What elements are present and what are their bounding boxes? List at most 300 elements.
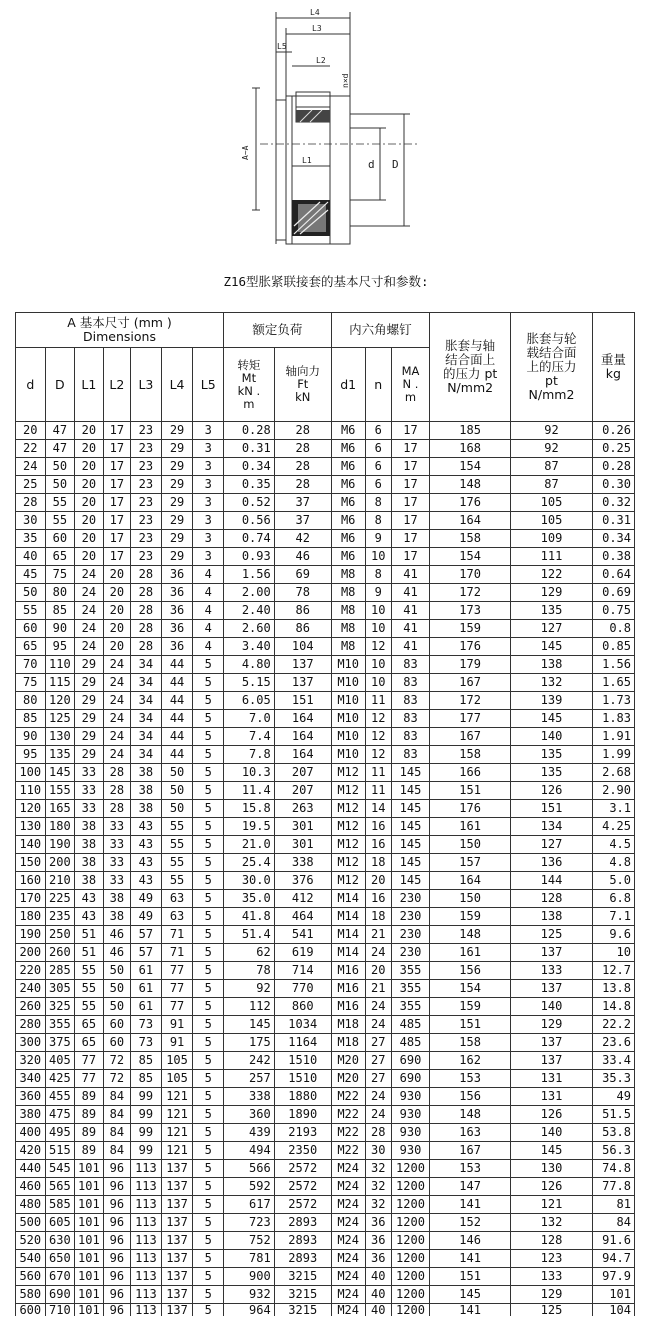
table-cell: 129 <box>511 584 592 602</box>
table-cell: 137 <box>511 1052 592 1070</box>
table-cell: 5 <box>193 1088 224 1106</box>
table-row <box>16 566 635 584</box>
table-cell: 20 <box>75 458 104 476</box>
table-cell: 494 <box>224 1142 275 1160</box>
table-row <box>16 854 635 872</box>
table-cell: 5 <box>193 728 224 746</box>
table-cell: M12 <box>331 872 365 890</box>
table-cell: 172 <box>429 584 510 602</box>
table-cell: 5 <box>193 926 224 944</box>
header-col-l3: L3 <box>131 348 162 422</box>
table-cell: 580 <box>16 1286 46 1304</box>
header-col-d1: d1 <box>331 348 365 422</box>
table-cell: 25 <box>16 476 46 494</box>
header-ma-line: MA <box>401 364 420 378</box>
table-cell: 113 <box>131 1178 162 1196</box>
table-cell: 32 <box>365 1160 391 1178</box>
table-row <box>16 998 635 1016</box>
table-cell: 101 <box>75 1304 104 1317</box>
table-cell: 0.32 <box>592 494 634 512</box>
table-cell: 78 <box>224 962 275 980</box>
parameters-table <box>15 312 635 1316</box>
table-cell: 585 <box>45 1196 75 1214</box>
header-col-l1: L1 <box>75 348 104 422</box>
table-cell: 44 <box>161 746 193 764</box>
table-row <box>16 908 635 926</box>
table-row <box>16 674 635 692</box>
table-cell: 9 <box>365 584 391 602</box>
table-cell: 104 <box>274 638 331 656</box>
table-cell: 29 <box>161 512 193 530</box>
table-cell: 164 <box>274 746 331 764</box>
table-cell: 37 <box>274 512 331 530</box>
table-cell: 92 <box>511 440 592 458</box>
table-cell: 11 <box>365 782 391 800</box>
table-cell: 1.91 <box>592 728 634 746</box>
table-cell: 2.40 <box>224 602 275 620</box>
table-row <box>16 1070 635 1088</box>
table-cell: 565 <box>45 1178 75 1196</box>
table-cell: 20 <box>365 962 391 980</box>
table-cell: 1200 <box>391 1214 429 1232</box>
table-cell: 63 <box>161 908 193 926</box>
header-hub-pressure <box>511 313 592 422</box>
table-cell: 280 <box>16 1016 46 1034</box>
table-cell: 55 <box>161 854 193 872</box>
table-cell: 380 <box>16 1106 46 1124</box>
table-cell: 137 <box>511 980 592 998</box>
table-cell: 301 <box>274 818 331 836</box>
table-cell: 121 <box>161 1106 193 1124</box>
table-cell: 150 <box>429 836 510 854</box>
header-col-axial-force <box>274 348 331 422</box>
table-cell: 619 <box>274 944 331 962</box>
table-cell: 153 <box>429 1070 510 1088</box>
table-cell: 24 <box>103 674 130 692</box>
table-cell: 723 <box>224 1214 275 1232</box>
table-cell: 5 <box>193 1070 224 1088</box>
table-cell: 49 <box>131 908 162 926</box>
table-cell: 5 <box>193 1268 224 1286</box>
table-cell: 260 <box>16 998 46 1016</box>
table-cell: 17 <box>103 422 130 440</box>
table-cell: 101 <box>75 1250 104 1268</box>
table-cell: 139 <box>511 692 592 710</box>
table-cell: 5 <box>193 944 224 962</box>
table-cell: 21.0 <box>224 836 275 854</box>
table-cell: 338 <box>274 854 331 872</box>
table-row <box>16 440 635 458</box>
table-cell: 41 <box>391 638 429 656</box>
table-cell: 145 <box>391 800 429 818</box>
table-cell: 28 <box>16 494 46 512</box>
table-cell: 151 <box>429 1016 510 1034</box>
table-cell: 145 <box>429 1286 510 1304</box>
table-cell: 145 <box>511 638 592 656</box>
table-cell: 159 <box>429 998 510 1016</box>
table-cell: 17 <box>391 458 429 476</box>
table-cell: 91.6 <box>592 1232 634 1250</box>
table-cell: 101 <box>75 1196 104 1214</box>
table-row <box>16 602 635 620</box>
table-cell: 28 <box>131 602 162 620</box>
header-shaft-pressure-line: N/mm2 <box>447 380 494 395</box>
table-cell: 120 <box>16 800 46 818</box>
table-cell: 0.64 <box>592 566 634 584</box>
header-shaft-pressure-line: 结合面上 <box>445 352 496 367</box>
table-cell: 36 <box>161 638 193 656</box>
table-cell: M16 <box>331 998 365 1016</box>
header-weight-line: kg <box>605 366 621 381</box>
table-cell: 41 <box>391 620 429 638</box>
table-row <box>16 764 635 782</box>
table-cell: 89 <box>75 1124 104 1142</box>
table-row <box>16 1088 635 1106</box>
table-cell: 50 <box>161 764 193 782</box>
table-cell: 180 <box>16 908 46 926</box>
table-cell: 148 <box>429 476 510 494</box>
table-cell: 137 <box>161 1232 193 1250</box>
header-torque-line: 转矩 <box>237 357 261 372</box>
table-row <box>16 1196 635 1214</box>
table-row <box>16 746 635 764</box>
table-cell: 400 <box>16 1124 46 1142</box>
table-cell: 2.00 <box>224 584 275 602</box>
table-cell: 99 <box>131 1088 162 1106</box>
table-cell: 23 <box>131 494 162 512</box>
table-cell: 137 <box>274 674 331 692</box>
table-cell: 28 <box>131 584 162 602</box>
table-cell: 65 <box>16 638 46 656</box>
table-cell: M24 <box>331 1304 365 1317</box>
table-cell: 690 <box>391 1070 429 1088</box>
table-cell: 355 <box>391 998 429 1016</box>
table-cell: 5 <box>193 908 224 926</box>
table-cell: 20 <box>75 548 104 566</box>
table-cell: 43 <box>131 836 162 854</box>
table-cell: 1880 <box>274 1088 331 1106</box>
table-cell: 141 <box>429 1250 510 1268</box>
table-cell: 930 <box>391 1088 429 1106</box>
table-cell: 113 <box>131 1214 162 1232</box>
table-cell: 4 <box>193 602 224 620</box>
header-torque-line: m <box>243 396 255 411</box>
table-cell: 20 <box>75 422 104 440</box>
table-cell: 5 <box>193 674 224 692</box>
table-cell: 80 <box>45 584 75 602</box>
table-cell: 6.05 <box>224 692 275 710</box>
table-cell: 36 <box>365 1232 391 1250</box>
table-cell: 28 <box>365 1124 391 1142</box>
table-cell: 33 <box>75 764 104 782</box>
table-cell: 173 <box>429 602 510 620</box>
table-cell: 27 <box>365 1070 391 1088</box>
table-cell: 101 <box>75 1160 104 1178</box>
table-cell: 55 <box>161 836 193 854</box>
table-cell: 23 <box>131 458 162 476</box>
table-cell: 1.83 <box>592 710 634 728</box>
table-row <box>16 1268 635 1286</box>
table-cell: 2572 <box>274 1178 331 1196</box>
table-cell: M12 <box>331 782 365 800</box>
table-cell: 131 <box>511 1088 592 1106</box>
table-body <box>16 422 635 1317</box>
table-cell: 7.4 <box>224 728 275 746</box>
table-cell: 20 <box>365 872 391 890</box>
table-cell: 43 <box>75 890 104 908</box>
table-cell: M6 <box>331 458 365 476</box>
table-cell: M24 <box>331 1286 365 1304</box>
table-cell: 11 <box>365 764 391 782</box>
table-cell: 23 <box>131 440 162 458</box>
table-cell: 4 <box>193 620 224 638</box>
table-cell: 137 <box>511 1034 592 1052</box>
table-cell: M22 <box>331 1142 365 1160</box>
table-cell: 41 <box>391 566 429 584</box>
table-cell: 96 <box>103 1268 130 1286</box>
table-cell: 17 <box>103 548 130 566</box>
table-cell: 0.74 <box>224 530 275 548</box>
table-cell: 5 <box>193 764 224 782</box>
table-cell: 77 <box>75 1070 104 1088</box>
table-cell: 29 <box>161 440 193 458</box>
table-cell: 23 <box>131 422 162 440</box>
table-cell: 29 <box>161 458 193 476</box>
table-cell: 0.26 <box>592 422 634 440</box>
table-cell: 28 <box>274 422 331 440</box>
table-cell: 110 <box>16 782 46 800</box>
table-cell: 263 <box>274 800 331 818</box>
table-cell: 1.56 <box>592 656 634 674</box>
table-cell: 55 <box>75 962 104 980</box>
table-cell: 49 <box>592 1088 634 1106</box>
table-cell: 5 <box>193 872 224 890</box>
table-cell: 440 <box>16 1160 46 1178</box>
table-cell: 28 <box>103 764 130 782</box>
table-cell: 158 <box>429 530 510 548</box>
table-cell: 24 <box>103 710 130 728</box>
label-section-a: A~A <box>241 145 250 160</box>
table-cell: 105 <box>161 1052 193 1070</box>
table-row <box>16 980 635 998</box>
table-cell: 20 <box>103 566 130 584</box>
table-cell: 122 <box>511 566 592 584</box>
header-hub-pressure-line: 载结合面 <box>526 345 577 360</box>
table-cell: 4 <box>193 566 224 584</box>
table-cell: 0.34 <box>224 458 275 476</box>
table-cell: 101 <box>75 1232 104 1250</box>
table-cell: 84 <box>103 1088 130 1106</box>
table-cell: 91 <box>161 1034 193 1052</box>
table-cell: 36 <box>161 620 193 638</box>
table-cell: 1200 <box>391 1268 429 1286</box>
table-cell: 28 <box>131 566 162 584</box>
table-cell: 11 <box>365 692 391 710</box>
table-cell: 220 <box>16 962 46 980</box>
table-cell: 50 <box>161 800 193 818</box>
table-cell: 161 <box>429 944 510 962</box>
table-cell: 6 <box>365 422 391 440</box>
table-cell: 2.68 <box>592 764 634 782</box>
table-cell: 46 <box>103 944 130 962</box>
table-cell: 860 <box>274 998 331 1016</box>
table-cell: M10 <box>331 728 365 746</box>
table-cell: M14 <box>331 926 365 944</box>
table-cell: 113 <box>131 1268 162 1286</box>
table-cell: 65 <box>75 1016 104 1034</box>
table-cell: 3.1 <box>592 800 634 818</box>
table-cell: 12.7 <box>592 962 634 980</box>
table-cell: 33 <box>103 818 130 836</box>
table-cell: 0.69 <box>592 584 634 602</box>
table-cell: M10 <box>331 656 365 674</box>
table-cell: 10 <box>365 602 391 620</box>
table-cell: M10 <box>331 746 365 764</box>
table-cell: 5 <box>193 746 224 764</box>
table-cell: 0.34 <box>592 530 634 548</box>
table-cell: 159 <box>429 908 510 926</box>
table-cell: 24 <box>75 620 104 638</box>
table-cell: 55 <box>75 998 104 1016</box>
table-cell: 355 <box>391 962 429 980</box>
table-cell: 34 <box>131 656 162 674</box>
table-cell: 20 <box>75 476 104 494</box>
table-cell: 0.28 <box>592 458 634 476</box>
table-cell: 86 <box>274 620 331 638</box>
table-cell: M24 <box>331 1232 365 1250</box>
table-cell: 24 <box>365 944 391 962</box>
table-cell: 50 <box>103 962 130 980</box>
table-cell: 5 <box>193 1178 224 1196</box>
table-cell: 145 <box>391 782 429 800</box>
label-nxd: n×d <box>341 73 350 88</box>
table-cell: 34 <box>131 692 162 710</box>
table-cell: 85 <box>131 1052 162 1070</box>
table-row <box>16 1142 635 1160</box>
table-cell: 165 <box>45 800 75 818</box>
table-row <box>16 1304 635 1317</box>
table-cell: 23 <box>131 548 162 566</box>
table-cell: 16 <box>365 836 391 854</box>
table-cell: 28 <box>274 458 331 476</box>
table-cell: 6 <box>365 440 391 458</box>
table-cell: 51 <box>75 944 104 962</box>
table-cell: 101 <box>75 1286 104 1304</box>
table-cell: 84 <box>103 1124 130 1142</box>
table-cell: 151 <box>429 782 510 800</box>
table-cell: 10.3 <box>224 764 275 782</box>
table-cell: 28 <box>274 440 331 458</box>
table-cell: 69 <box>274 566 331 584</box>
table-row <box>16 962 635 980</box>
table-cell: 90 <box>45 620 75 638</box>
table-cell: 95 <box>16 746 46 764</box>
table-cell: 126 <box>511 1178 592 1196</box>
table-cell: 43 <box>131 872 162 890</box>
table-cell: 190 <box>16 926 46 944</box>
table-cell: M6 <box>331 476 365 494</box>
table-cell: 0.52 <box>224 494 275 512</box>
table-cell: 154 <box>429 980 510 998</box>
table-cell: 670 <box>45 1268 75 1286</box>
table-cell: M8 <box>331 602 365 620</box>
table-cell: 242 <box>224 1052 275 1070</box>
table-cell: 5 <box>193 1106 224 1124</box>
table-cell: 200 <box>45 854 75 872</box>
table-cell: 17 <box>391 476 429 494</box>
table-row <box>16 458 635 476</box>
table-cell: M14 <box>331 944 365 962</box>
table-cell: 44 <box>161 656 193 674</box>
table-cell: 126 <box>511 1106 592 1124</box>
table-cell: 43 <box>131 818 162 836</box>
table-cell: 3215 <box>274 1304 331 1317</box>
table-cell: 60 <box>103 1016 130 1034</box>
header-col-l5: L5 <box>193 348 224 422</box>
table-cell: 172 <box>429 692 510 710</box>
table-cell: M10 <box>331 710 365 728</box>
header-col-D: D <box>45 348 75 422</box>
table-cell: 84 <box>103 1142 130 1160</box>
table-cell: 51.4 <box>224 926 275 944</box>
header-rated-load: 额定负荷 <box>224 313 332 348</box>
header-col-n: n <box>365 348 391 422</box>
table-cell: 5 <box>193 800 224 818</box>
table-cell: M22 <box>331 1106 365 1124</box>
table-cell: 164 <box>274 710 331 728</box>
table-cell: 20 <box>75 494 104 512</box>
table-cell: 83 <box>391 746 429 764</box>
table-cell: 5 <box>193 1016 224 1034</box>
table-cell: 38 <box>75 854 104 872</box>
table-row <box>16 800 635 818</box>
table-cell: 72 <box>103 1070 130 1088</box>
table-cell: 930 <box>391 1142 429 1160</box>
header-col-l4: L4 <box>161 348 193 422</box>
header-basic-dimensions <box>16 313 224 348</box>
table-cell: 170 <box>429 566 510 584</box>
table-cell: 24 <box>75 584 104 602</box>
table-cell: 29 <box>161 530 193 548</box>
table-cell: 63 <box>161 890 193 908</box>
table-cell: 166 <box>429 764 510 782</box>
table-cell: 930 <box>391 1124 429 1142</box>
table-cell: 167 <box>429 728 510 746</box>
table-cell: 115 <box>45 674 75 692</box>
table-cell: 175 <box>224 1034 275 1052</box>
table-cell: 133 <box>511 1268 592 1286</box>
table-cell: 10 <box>365 548 391 566</box>
table-cell: 29 <box>75 656 104 674</box>
table-cell: 81 <box>592 1196 634 1214</box>
table-cell: 355 <box>45 1016 75 1034</box>
table-cell: 35.0 <box>224 890 275 908</box>
table-cell: 96 <box>103 1160 130 1178</box>
table-cell: 32 <box>365 1196 391 1214</box>
table-cell: 3 <box>193 440 224 458</box>
table-cell: M6 <box>331 530 365 548</box>
hatched-section <box>292 200 330 236</box>
table-row <box>16 944 635 962</box>
table-cell: 230 <box>391 926 429 944</box>
table-cell: 112 <box>224 998 275 1016</box>
table-cell: 50 <box>103 980 130 998</box>
table-cell: 20 <box>16 422 46 440</box>
table-cell: 130 <box>511 1160 592 1178</box>
table-cell: 100 <box>16 764 46 782</box>
table-cell: 250 <box>45 926 75 944</box>
table-cell: 5 <box>193 1232 224 1250</box>
